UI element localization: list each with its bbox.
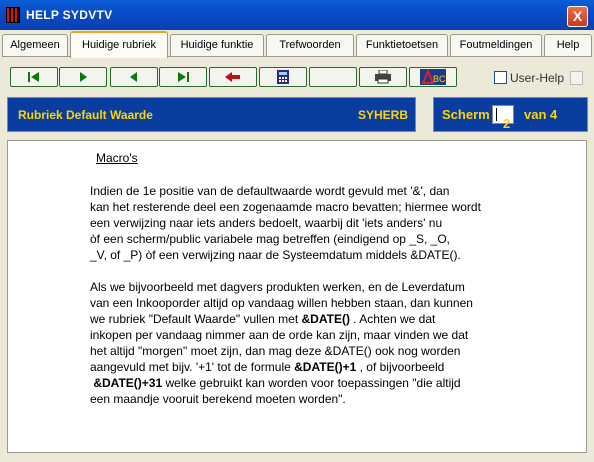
abc-edit-button[interactable] [409,67,457,87]
previous-icon [126,71,142,83]
calculator-icon [276,70,290,84]
last-record-button[interactable] [159,67,207,87]
window-title: HELP SYDVTV [26,8,113,22]
tab-funktietoetsen[interactable]: Funktietoetsen [356,34,448,56]
tab-huidige-rubriek[interactable]: Huidige rubriek [70,31,168,58]
title-bar [0,0,594,30]
calculator-button[interactable] [259,67,307,87]
tab-help[interactable]: Help [544,34,592,56]
app-icon [6,7,20,23]
tab-trefwoorden[interactable]: Trefwoorden [266,34,354,56]
tab-foutmeldingen[interactable]: Foutmeldingen [450,34,542,56]
screen-indicator [433,97,588,132]
paragraph-1: Indien de 1e positie van de defaultwaarde wordt gevuld met '&', dan kan het resterende deel een zogenaamde macro bevatten; hiermee wordt een verwijzing naar iets anders bedoelt, waarbij dit 'iets anders' nu òf een scherm/public variabele mag betreffen (eindigend op _S, _O, _V, of _P) òf een verwijzing naar de Systeemdatum middels &DATE(). [90,184,481,262]
rubric-code: SYHERB [358,108,409,122]
rubric-label: Rubriek Default Waarde [18,108,153,122]
svg-text:BC: BC [433,74,446,84]
user-help-option[interactable] [494,71,564,85]
print-button[interactable] [359,67,407,87]
previous-button[interactable] [110,67,158,87]
first-record-button[interactable] [10,67,58,87]
printer-icon [374,70,392,84]
close-button[interactable]: X [567,6,588,27]
tab-bar [2,31,592,57]
last-record-icon [175,71,191,83]
user-help-checkbox[interactable] [494,71,507,84]
user-help-extra-box [570,71,583,85]
screen-number-field[interactable]: 2 [492,105,514,124]
blank-button[interactable] [309,67,357,87]
back-button[interactable] [209,67,257,87]
rubric-header [7,97,416,132]
first-record-icon [26,71,42,83]
screen-of-label: van 4 [524,107,558,122]
back-icon [224,71,242,83]
tab-huidige-funktie[interactable]: Huidige funktie [170,34,264,56]
screen-label: Scherm [442,107,490,122]
next-button[interactable] [59,67,107,87]
help-content [7,140,587,453]
user-help-label: User-Help [510,71,565,85]
content-title: Macro's [96,151,138,165]
paragraph-2: Als we bijvoorbeeld met dagvers produkten werken, en de Leverdatum van een Inkooporder altijd op vandaag willen hebben staan, dan kunnen we rubriek "Default Waarde" vullen met &DATE() . Achten we dat inkopen per vandaag nimmer aan de orde kan zijn, maar vinden we dat het altijd "morgen" moet zijn, dan mag deze &DATE() ook nog worden aangevuld met bijv. '+1' tot de formule &DATE()+1 , of bijvoorbeeld &DATE()+31 welke gebruikt kan worden voor toepassingen "die altijd een maandje vooruit berekend moeten worden". [90,280,473,406]
next-icon [75,71,91,83]
tab-algemeen[interactable]: Algemeen [2,34,68,56]
abc-edit-icon [420,69,446,85]
